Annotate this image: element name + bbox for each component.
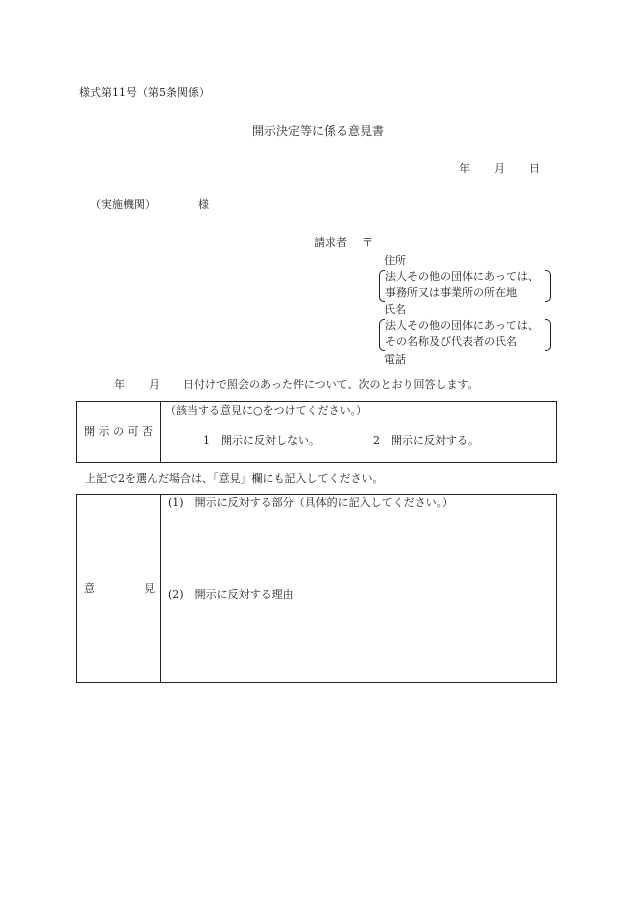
intro-month-label: 月 bbox=[149, 378, 160, 391]
date-day-label: 日 bbox=[529, 162, 540, 175]
opinion-item-1: (1) 開示に反対する部分（具体的に記入してください。） bbox=[168, 496, 454, 509]
name-note-line2: その名称及び代表者の氏名 bbox=[385, 335, 517, 348]
name-label: 氏名 bbox=[384, 303, 406, 316]
page-title: 開示決定等に係る意見書 bbox=[252, 124, 385, 138]
postal-mark: 〒 bbox=[362, 236, 373, 249]
address-label: 住所 bbox=[384, 254, 406, 267]
address-note-line1: 法人その他の団体にあっては、 bbox=[385, 270, 539, 283]
form-number: 様式第11号（第5条関係） bbox=[79, 86, 210, 99]
name-bracket-right bbox=[545, 319, 551, 351]
intro-text: 日付けで照会のあった件について、次のとおり回答します。 bbox=[183, 378, 479, 391]
disclosure-option-2[interactable]: 2 開示に反対する。 bbox=[373, 434, 479, 447]
intro-year-label: 年 bbox=[114, 378, 125, 391]
name-note-line1: 法人その他の団体にあっては、 bbox=[385, 319, 539, 332]
honorific-label: 様 bbox=[198, 198, 209, 211]
disclosure-option-1[interactable]: 1 開示に反対しない。 bbox=[203, 434, 320, 447]
date-year-label: 年 bbox=[459, 162, 470, 175]
agency-label: （実施機関） bbox=[90, 198, 156, 211]
note-text: 上記で2を選んだ場合は、「意見」欄にも記入してください。 bbox=[85, 472, 384, 485]
opinion-table-divider bbox=[160, 494, 161, 683]
requester-label: 請求者 bbox=[314, 236, 347, 249]
disclosure-instruction: （該当する意見に○をつけてください。） bbox=[165, 404, 368, 417]
address-note-line2: 事務所又は事業所の所在地 bbox=[385, 286, 517, 299]
disclosure-header: 開 示 の 可 否 bbox=[84, 425, 153, 438]
phone-label: 電話 bbox=[384, 353, 406, 366]
disclosure-table-divider bbox=[160, 401, 161, 463]
opinion-header-right: 見 bbox=[144, 582, 155, 595]
opinion-header-left: 意 bbox=[84, 582, 95, 595]
address-bracket-right bbox=[545, 270, 551, 302]
opinion-item-2: (2) 開示に反対する理由 bbox=[168, 588, 294, 601]
date-month-label: 月 bbox=[494, 162, 505, 175]
